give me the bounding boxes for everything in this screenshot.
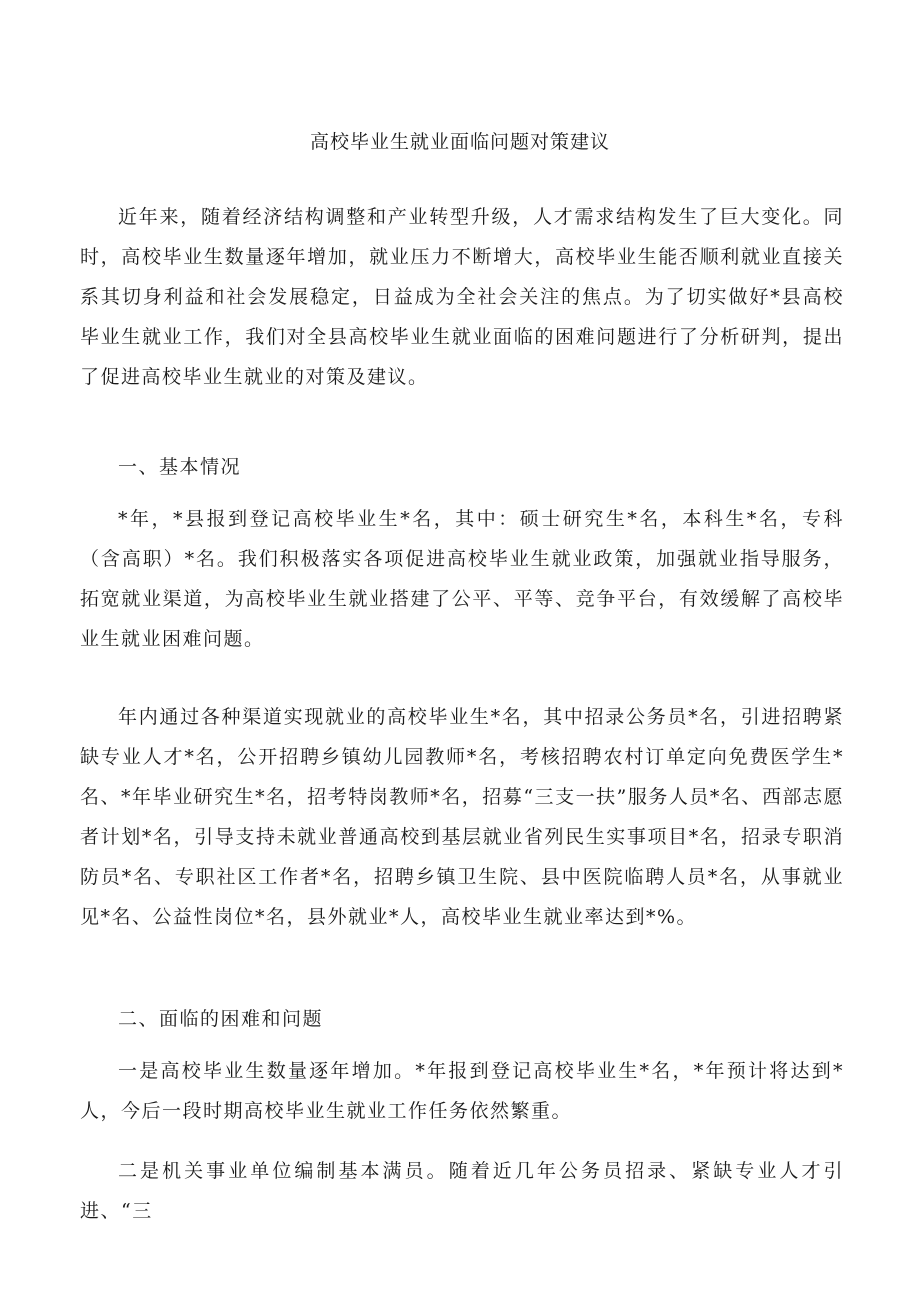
section-heading-difficulties: 二、面临的困难和问题 (118, 1008, 324, 1030)
document-title: 高校毕业生就业面临问题对策建议 (309, 131, 610, 153)
intro-paragraph: 近年来，随着经济结构调整和产业转型升级，人才需求结构发生了巨大变化。同时，高校毕业生数量逐年增加，就业压力不断增大，高校毕业生能否顺利就业直接关系其切身利益和社会发展稳定，日益成为全社会关注的焦点。为了切实做好*县高校毕业生就业工作，我们对全县高校毕业生就业面临的困难问题进行了分析研判，提出了促进高校毕业生就业的对策及建议。 (80, 206, 844, 388)
difficulties-paragraph-1: 一是高校毕业生数量逐年增加。*年报到登记高校毕业生*名，*年预计将达到*人，今后一段时期高校毕业生就业工作任务依然繁重。 (80, 1060, 844, 1122)
difficulties-paragraph-2: 二是机关事业单位编制基本满员。随着近几年公务员招录、紧缺专业人才引进、“三 (80, 1160, 844, 1222)
basic-situation-paragraph-2: 年内通过各种渠道实现就业的高校毕业生*名，其中招录公务员*名，引进招聘紧缺专业人才*名，公开招聘乡镇幼儿园教师*名，考核招聘农村订单定向免费医学生*名、*年毕业研究生*名，招考特岗教师*名，招募“三支一扶”服务人员*名、西部志愿者计划*名，引导支持未就业普通高校到基层就业省列民生实事项目*名，招录专职消防员*名、专职社区工作者*名，招聘乡镇卫生院、县中医院临聘人员*名，从事就业见*名、公益性岗位*名，县外就业*人，高校毕业生就业率达到*%。 (80, 706, 844, 928)
section-heading-basic-situation: 一、基本情况 (118, 456, 242, 478)
basic-situation-paragraph-1: *年，*县报到登记高校毕业生*名，其中：硕士研究生*名，本科生*名，专科（含高职）*名。我们积极落实各项促进高校毕业生就业政策，加强就业指导服务，拓宽就业渠道，为高校毕业生就业搭建了公平、平等、竞争平台，有效缓解了高校毕业生就业困难问题。 (80, 508, 844, 650)
